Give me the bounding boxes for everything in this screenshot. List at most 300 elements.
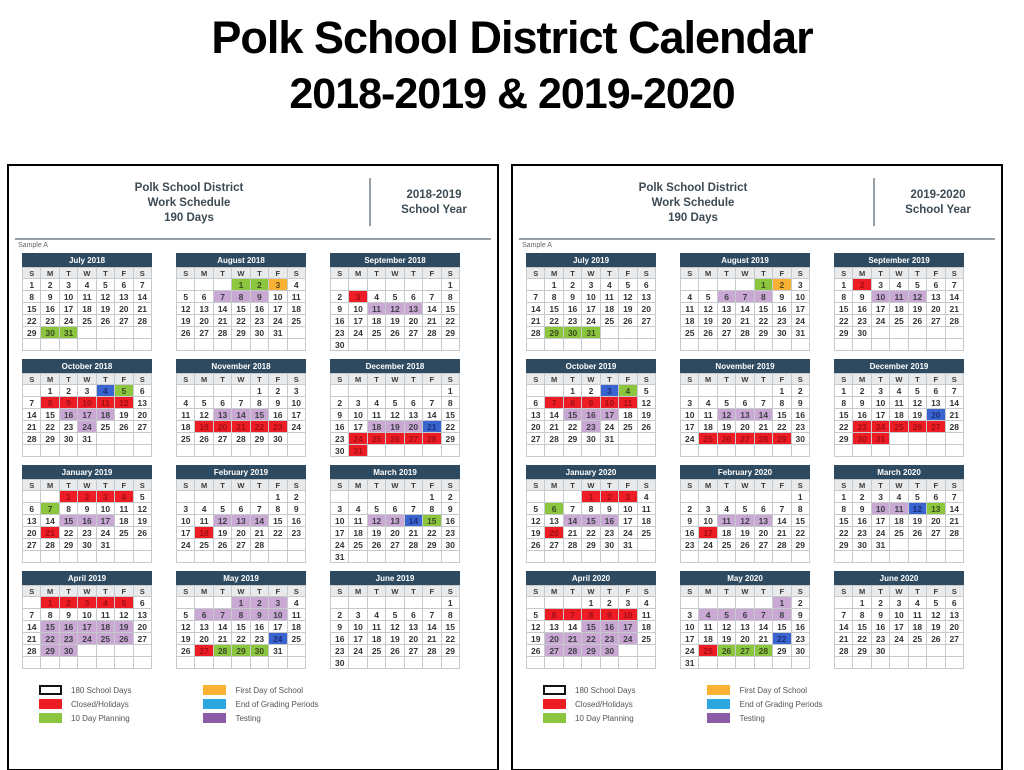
week-row (681, 291, 810, 303)
day-header-cell: F (773, 268, 791, 279)
day-cell: 24 (791, 315, 809, 327)
day-header-cell: M (349, 268, 367, 279)
day-header-cell: M (41, 268, 59, 279)
day-cell-red: 10 (600, 397, 618, 409)
day-cell: 1 (563, 385, 581, 397)
empty-cell (890, 657, 908, 669)
empty-cell (269, 657, 287, 669)
day-cell: 19 (177, 633, 195, 645)
empty-cell (835, 597, 853, 609)
empty-cell (59, 339, 77, 351)
day-cell: 9 (600, 503, 618, 515)
day-header-cell: T (213, 586, 231, 597)
day-header-cell: M (699, 586, 717, 597)
day-header-cell: F (619, 586, 637, 597)
day-cell: 3 (349, 609, 367, 621)
empty-cell (773, 657, 791, 669)
day-header-cell: F (773, 586, 791, 597)
legend-swatch-red (543, 699, 566, 709)
day-cell: 10 (681, 621, 699, 633)
day-cell: 22 (754, 315, 772, 327)
day-cell: 6 (927, 279, 945, 291)
empty-cell (195, 597, 213, 609)
month-february-2019 (176, 465, 306, 563)
day-cell-green: 30 (563, 327, 581, 339)
day-cell: 11 (637, 609, 655, 621)
empty-cell (133, 657, 151, 669)
month-june-2020 (834, 571, 964, 669)
day-cell-purple: 11 (890, 291, 908, 303)
week-row (835, 633, 964, 645)
empty-cell (699, 551, 717, 563)
week-row (23, 597, 152, 609)
day-cell: 21 (773, 527, 791, 539)
day-header-cell: T (871, 374, 889, 385)
day-cell: 3 (791, 279, 809, 291)
day-cell: 11 (367, 621, 385, 633)
day-cell: 30 (582, 433, 600, 445)
day-cell: 16 (791, 409, 809, 421)
empty-cell (115, 327, 133, 339)
day-cell: 21 (527, 315, 545, 327)
empty-cell (699, 339, 717, 351)
day-cell-blue: 21 (423, 421, 441, 433)
empty-cell (773, 551, 791, 563)
day-cell: 6 (213, 397, 231, 409)
week-row (681, 597, 810, 609)
day-cell-red: 10 (78, 397, 96, 409)
day-header-row (527, 586, 656, 597)
day-header-cell: M (195, 374, 213, 385)
day-cell-red: 23 (853, 421, 871, 433)
day-cell: 22 (232, 633, 250, 645)
day-cell: 4 (287, 597, 305, 609)
day-cell-purple: 8 (754, 291, 772, 303)
day-cell: 28 (23, 645, 41, 657)
day-cell: 30 (331, 445, 349, 457)
empty-cell (386, 339, 404, 351)
empty-cell (637, 539, 655, 551)
day-cell: 8 (59, 503, 77, 515)
week-row (177, 445, 306, 457)
day-cell: 3 (681, 397, 699, 409)
day-cell: 28 (773, 539, 791, 551)
day-cell-purple: 1 (232, 597, 250, 609)
empty-cell (619, 657, 637, 669)
empty-cell (195, 657, 213, 669)
day-cell: 16 (331, 315, 349, 327)
day-cell: 25 (96, 421, 114, 433)
day-cell: 25 (908, 633, 926, 645)
week-row (177, 491, 306, 503)
header-line: 190 Days (668, 211, 718, 224)
day-cell: 3 (699, 503, 717, 515)
empty-cell (791, 445, 809, 457)
empty-cell (287, 445, 305, 457)
day-cell: 16 (250, 303, 268, 315)
day-cell: 27 (232, 539, 250, 551)
day-cell: 2 (331, 609, 349, 621)
day-cell-green: 28 (213, 645, 231, 657)
day-cell: 19 (527, 633, 545, 645)
day-header-cell: W (386, 480, 404, 491)
month-title: September 2019 (834, 253, 964, 267)
day-cell: 13 (736, 621, 754, 633)
day-cell: 6 (23, 503, 41, 515)
day-cell: 8 (23, 291, 41, 303)
day-cell: 1 (441, 597, 459, 609)
day-cell: 6 (527, 397, 545, 409)
day-cell: 21 (545, 421, 563, 433)
day-header-cell: T (213, 480, 231, 491)
empty-cell (527, 445, 545, 457)
week-row (527, 609, 656, 621)
week-row (331, 515, 460, 527)
month-title: January 2020 (526, 465, 656, 479)
day-cell: 18 (367, 315, 385, 327)
day-cell: 2 (791, 385, 809, 397)
empty-cell (890, 445, 908, 457)
empty-cell (269, 339, 287, 351)
month-june-2019 (330, 571, 460, 669)
day-cell: 11 (699, 621, 717, 633)
day-cell-blue: 14 (404, 515, 422, 527)
day-cell: 24 (582, 315, 600, 327)
day-cell-purple: 3 (269, 597, 287, 609)
day-cell: 31 (871, 539, 889, 551)
day-header-row (23, 480, 152, 491)
week-row (177, 503, 306, 515)
empty-cell (78, 657, 96, 669)
day-cell: 3 (871, 385, 889, 397)
empty-cell (927, 539, 945, 551)
day-header-row (527, 268, 656, 279)
day-cell: 8 (41, 609, 59, 621)
day-cell: 9 (681, 515, 699, 527)
day-header-cell: W (386, 374, 404, 385)
empty-cell (908, 327, 926, 339)
day-cell-red: 17 (699, 527, 717, 539)
week-row (23, 279, 152, 291)
day-cell: 11 (890, 397, 908, 409)
week-row (527, 315, 656, 327)
day-cell: 10 (582, 291, 600, 303)
day-header-row (331, 374, 460, 385)
legend-column (707, 685, 822, 723)
header-line: Work Schedule (651, 196, 735, 209)
empty-cell (41, 551, 59, 563)
day-header-cell: S (527, 374, 545, 385)
day-header-cell: F (269, 268, 287, 279)
day-cell: 30 (791, 433, 809, 445)
day-cell: 10 (269, 291, 287, 303)
day-header-cell: T (404, 480, 422, 491)
day-cell-purple: 24 (78, 633, 96, 645)
day-cell: 5 (637, 385, 655, 397)
day-header-cell: S (681, 268, 699, 279)
day-cell: 15 (41, 409, 59, 421)
day-header-cell: S (331, 480, 349, 491)
empty-cell (23, 491, 41, 503)
day-cell: 5 (527, 609, 545, 621)
week-row (835, 303, 964, 315)
day-header-row (835, 374, 964, 385)
day-cell: 23 (791, 633, 809, 645)
empty-cell (563, 657, 581, 669)
day-cell: 4 (890, 491, 908, 503)
empty-cell (177, 657, 195, 669)
day-cell: 26 (736, 539, 754, 551)
empty-cell (754, 445, 772, 457)
day-cell: 13 (945, 609, 963, 621)
day-cell: 30 (250, 327, 268, 339)
day-cell: 9 (791, 609, 809, 621)
day-cell: 6 (232, 503, 250, 515)
month-title: June 2020 (834, 571, 964, 585)
day-header-cell: W (232, 268, 250, 279)
month-grid (526, 585, 656, 669)
day-cell-red: 23 (269, 421, 287, 433)
day-cell: 13 (195, 303, 213, 315)
empty-cell (195, 385, 213, 397)
empty-cell (441, 551, 459, 563)
day-cell: 20 (404, 633, 422, 645)
legend-swatch-legend_blue (707, 699, 730, 709)
day-cell: 29 (232, 327, 250, 339)
day-cell: 19 (637, 409, 655, 421)
week-row (527, 327, 656, 339)
day-cell: 17 (871, 303, 889, 315)
empty-cell (908, 445, 926, 457)
empty-cell (600, 327, 618, 339)
day-cell: 12 (386, 621, 404, 633)
day-cell: 1 (441, 279, 459, 291)
day-cell: 18 (890, 303, 908, 315)
day-cell-green: 29 (232, 645, 250, 657)
week-row (177, 327, 306, 339)
day-cell-purple: 23 (582, 421, 600, 433)
empty-cell (78, 445, 96, 457)
day-cell: 1 (773, 385, 791, 397)
empty-cell (213, 551, 231, 563)
day-cell: 14 (41, 515, 59, 527)
day-cell: 23 (871, 633, 889, 645)
day-cell: 10 (890, 609, 908, 621)
empty-cell (269, 445, 287, 457)
day-cell: 14 (945, 503, 963, 515)
day-cell: 19 (367, 527, 385, 539)
empty-cell (527, 339, 545, 351)
day-cell-purple: 14 (250, 515, 268, 527)
day-cell: 26 (619, 315, 637, 327)
day-cell: 21 (133, 303, 151, 315)
day-header-cell: W (890, 374, 908, 385)
day-cell: 16 (871, 621, 889, 633)
day-cell-red: 31 (871, 433, 889, 445)
month-title: November 2019 (680, 359, 810, 373)
day-cell: 31 (78, 433, 96, 445)
day-cell: 2 (287, 491, 305, 503)
day-cell: 22 (582, 527, 600, 539)
day-header-cell: T (871, 586, 889, 597)
day-cell: 11 (115, 503, 133, 515)
day-cell: 15 (835, 409, 853, 421)
day-cell: 8 (835, 397, 853, 409)
day-cell-purple: 10 (871, 291, 889, 303)
day-cell: 20 (404, 315, 422, 327)
day-cell-green: 30 (250, 645, 268, 657)
day-cell-purple: 13 (736, 409, 754, 421)
empty-cell (23, 339, 41, 351)
day-cell: 7 (945, 279, 963, 291)
school-year-label (875, 166, 1001, 234)
empty-cell (637, 339, 655, 351)
day-cell-purple: 8 (232, 609, 250, 621)
empty-cell (853, 339, 871, 351)
day-cell: 4 (637, 597, 655, 609)
day-cell: 19 (386, 633, 404, 645)
day-header-cell: T (59, 586, 77, 597)
day-cell: 15 (441, 621, 459, 633)
week-row (23, 539, 152, 551)
empty-cell (582, 445, 600, 457)
week-row (331, 633, 460, 645)
day-header-cell: T (754, 586, 772, 597)
empty-cell (563, 551, 581, 563)
empty-cell (441, 657, 459, 669)
day-cell: 19 (527, 527, 545, 539)
day-header-cell: S (791, 374, 809, 385)
empty-cell (367, 445, 385, 457)
empty-cell (232, 551, 250, 563)
day-cell: 26 (386, 645, 404, 657)
day-header-cell: M (853, 374, 871, 385)
empty-cell (791, 339, 809, 351)
day-cell: 9 (441, 503, 459, 515)
day-cell-purple: 20 (404, 421, 422, 433)
empty-cell (386, 445, 404, 457)
empty-cell (287, 551, 305, 563)
day-header-cell: W (386, 268, 404, 279)
empty-cell (736, 657, 754, 669)
empty-cell (619, 433, 637, 445)
day-cell: 12 (699, 303, 717, 315)
day-cell-purple: 29 (41, 645, 59, 657)
day-cell: 4 (78, 279, 96, 291)
day-cell: 26 (133, 527, 151, 539)
day-header-cell: W (582, 268, 600, 279)
day-cell-green: 26 (717, 645, 735, 657)
month-november-2019 (680, 359, 810, 457)
day-cell: 6 (404, 609, 422, 621)
day-cell: 29 (250, 433, 268, 445)
day-cell-purple: 30 (59, 645, 77, 657)
empty-cell (945, 327, 963, 339)
day-cell: 20 (927, 303, 945, 315)
day-cell: 22 (23, 315, 41, 327)
week-row (23, 491, 152, 503)
day-header-cell: S (527, 586, 545, 597)
day-header-row (835, 480, 964, 491)
empty-cell (545, 445, 563, 457)
day-cell-red: 4 (115, 491, 133, 503)
month-grid (680, 373, 810, 457)
empty-cell (250, 657, 268, 669)
day-header-cell: W (736, 586, 754, 597)
day-cell: 22 (232, 315, 250, 327)
week-row (681, 645, 810, 657)
day-cell-purple: 10 (269, 609, 287, 621)
day-cell: 30 (791, 645, 809, 657)
empty-cell (367, 385, 385, 397)
legend-label: Testing (235, 713, 261, 723)
week-row (331, 433, 460, 445)
day-cell-red: 11 (96, 397, 114, 409)
day-header-cell: S (23, 268, 41, 279)
week-row (331, 327, 460, 339)
day-cell: 13 (23, 515, 41, 527)
week-row (23, 609, 152, 621)
day-cell: 29 (441, 645, 459, 657)
day-cell: 15 (232, 303, 250, 315)
empty-cell (853, 551, 871, 563)
day-cell: 5 (927, 597, 945, 609)
day-header-cell: M (41, 374, 59, 385)
day-header-cell: F (773, 480, 791, 491)
day-cell: 11 (78, 291, 96, 303)
empty-cell (404, 597, 422, 609)
day-cell: 9 (331, 409, 349, 421)
empty-cell (908, 657, 926, 669)
day-cell-red: 7 (563, 609, 581, 621)
week-row (835, 515, 964, 527)
empty-cell (404, 385, 422, 397)
day-header-cell: T (871, 480, 889, 491)
day-cell: 20 (736, 421, 754, 433)
week-row (177, 527, 306, 539)
week-row (835, 339, 964, 351)
day-cell: 28 (563, 539, 581, 551)
day-header-row (681, 480, 810, 491)
day-cell-red: 8 (563, 397, 581, 409)
day-cell-purple: 15 (41, 621, 59, 633)
legend-label: First Day of School (235, 685, 304, 695)
day-cell-red: 9 (600, 609, 618, 621)
day-cell: 18 (78, 303, 96, 315)
day-cell-purple: 7 (754, 609, 772, 621)
day-cell: 7 (945, 385, 963, 397)
day-cell-red: 29 (773, 433, 791, 445)
empty-cell (269, 551, 287, 563)
week-row (23, 397, 152, 409)
empty-cell (927, 445, 945, 457)
day-header-cell: S (681, 480, 699, 491)
day-cell: 28 (945, 315, 963, 327)
empty-cell (331, 597, 349, 609)
empty-cell (404, 339, 422, 351)
day-cell-purple: 17 (78, 621, 96, 633)
empty-cell (133, 327, 151, 339)
empty-cell (717, 491, 735, 503)
day-cell: 24 (871, 315, 889, 327)
day-header-cell: M (545, 586, 563, 597)
empty-cell (133, 645, 151, 657)
day-cell: 10 (331, 515, 349, 527)
day-header-cell: F (423, 374, 441, 385)
day-cell-purple: 9 (250, 609, 268, 621)
day-cell: 8 (853, 609, 871, 621)
week-row (23, 645, 152, 657)
